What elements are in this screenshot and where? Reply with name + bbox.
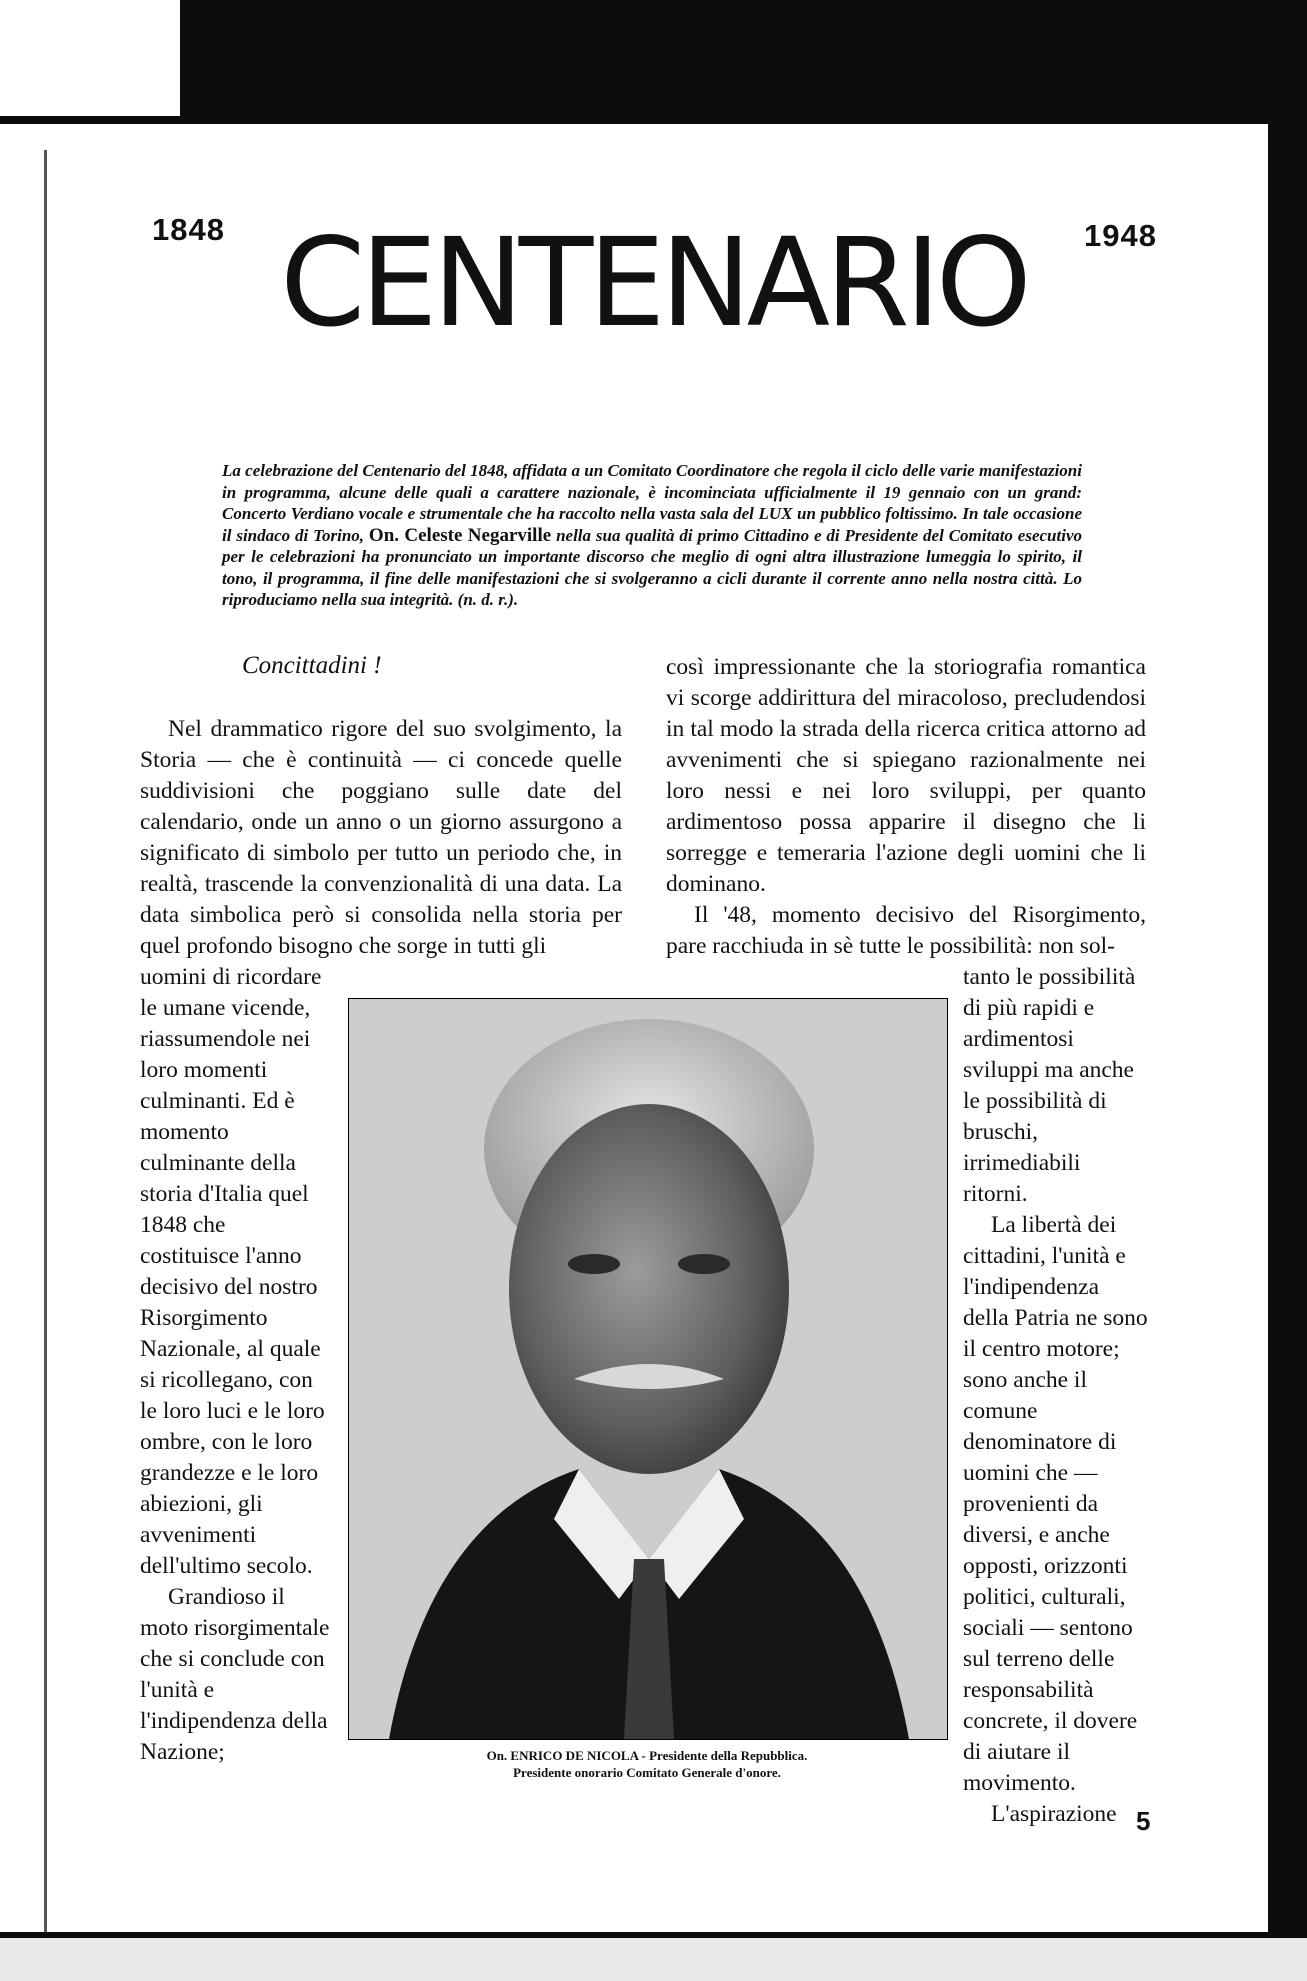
column1-paragraph-continued: uomini di ricordare le umane vicende, riassumendole nei loro momenti culminanti. Ed è momento culminante della storia d'Italia quel 1848 che costituisce l'anno decisivo del nostro Risorgimento Nazionale, al quale si ricollegano, con le loro luci e le loro ombre, con le loro grandezze e le loro abiezioni, gli avvenimenti dell'ultimo secolo. xyxy=(140,964,325,1579)
caption-line-1: On. ENRICO DE NICOLA - Presidente della Repubblica. xyxy=(486,1748,808,1763)
column2-narrow xyxy=(963,962,1148,1830)
column2-paragraph-2-continued: tanto le possibilità di più rapidi e ardimentosi sviluppi ma anche le possibilità di bruschi, irrimediabili ritorni. xyxy=(963,964,1136,1207)
intro-name-bold: On. Celeste Negarville xyxy=(368,524,552,546)
scan-margin-bottom xyxy=(0,1938,1307,1981)
portrait-photo xyxy=(348,998,948,1740)
column2-paragraph-4: L'aspirazione xyxy=(991,1801,1117,1827)
column2-paragraph-continued: così impressionante che la storiografia romantica vi scorge addirittura del miracoloso, precludendosi in tal modo la strada della ricerca critica attorno ad avvenimenti che si spiegano razionalmente nei loro nessi e nei loro sviluppi, per quanto ardimentoso possa apparire il disegno che li sorregge e temeraria l'azione degli uomini che li dominano. xyxy=(666,654,1146,897)
column2-paragraph-3: La libertà dei cittadini, l'unità e l'indipendenza della Patria ne sono il centro motore; sono anche il comune denominatore di uomini che — provenienti da diversi, e anche opposti, orizzonti politici, culturali, sociali — sentono sul terreno delle responsabilità concrete, il dovere di aiutare il movimento. xyxy=(963,1212,1148,1796)
scan-border-left xyxy=(44,150,47,1950)
column1-wide xyxy=(140,714,622,962)
scan-border-line xyxy=(0,116,1307,124)
column2-wide xyxy=(666,652,1146,962)
intro-text-a: La celebrazione del Centenario del 1848, affidata a un Comitato Coordinatore che regola il ciclo delle varie manifestazioni in programma, alcune delle quali a carattere nazionale, è incominciata ufficialmente il 19 gennaio con un grand: Concerto Verdiano vocale e strumentale che ha raccolto nella vasta sala del LUX un pubblico foltissimo. xyxy=(222,461,1082,523)
page-number: 5 xyxy=(1136,1806,1151,1836)
salutation: Concittadini ! xyxy=(242,652,382,679)
photo-caption xyxy=(348,1747,946,1781)
page-title: CENTENARIO xyxy=(280,212,1027,354)
editor-intro xyxy=(222,460,1082,611)
caption-line-2: Presidente onorario Comitato Generale d'onore. xyxy=(513,1765,781,1780)
intro-text-c: nella sua qualità di primo Cittadino e di Presidente del Comitato esecutivo per le celebrazioni ha pronunciato un importante discorso che meglio di ogni altra illustrazione lumeggia lo spirito, il tono, il programma, il fine delle manifestazioni che si svolgeranno a cicli durante il corrente anno nella nostra città. Lo riproduciamo nella sua integrità. (n. d. r.). xyxy=(222,525,1083,609)
year-start: 1848 xyxy=(152,212,225,247)
column2-paragraph-2: Il '48, momento decisivo del Risorgimento, pare racchiuda in sè tutte le possibilità: non sol- xyxy=(666,902,1146,959)
column1-paragraph-2: Grandioso il moto risorgimentale che si conclude con l'unità e l'indipendenza della Nazione; xyxy=(140,1584,330,1765)
column1-paragraph: Nel drammatico rigore del suo svolgimento, la Storia — che è continuità — ci concede quelle suddivisioni che poggiano sulle date del calendario, onde un anno o un giorno assurgono a significato di simbolo per tutto un periodo che, in realtà, trascende la convenzionalità di una data. La data simbolica però si consolida nella storia per quel profondo bisogno che sorge in tutti gli xyxy=(140,716,622,959)
intro-text-b: In tale occasione il sindaco di Torino, xyxy=(222,504,1083,545)
scan-border-top xyxy=(180,0,1307,120)
column1-narrow xyxy=(140,962,330,1768)
year-end: 1948 xyxy=(1084,218,1157,253)
portrait-illustration xyxy=(349,999,947,1739)
